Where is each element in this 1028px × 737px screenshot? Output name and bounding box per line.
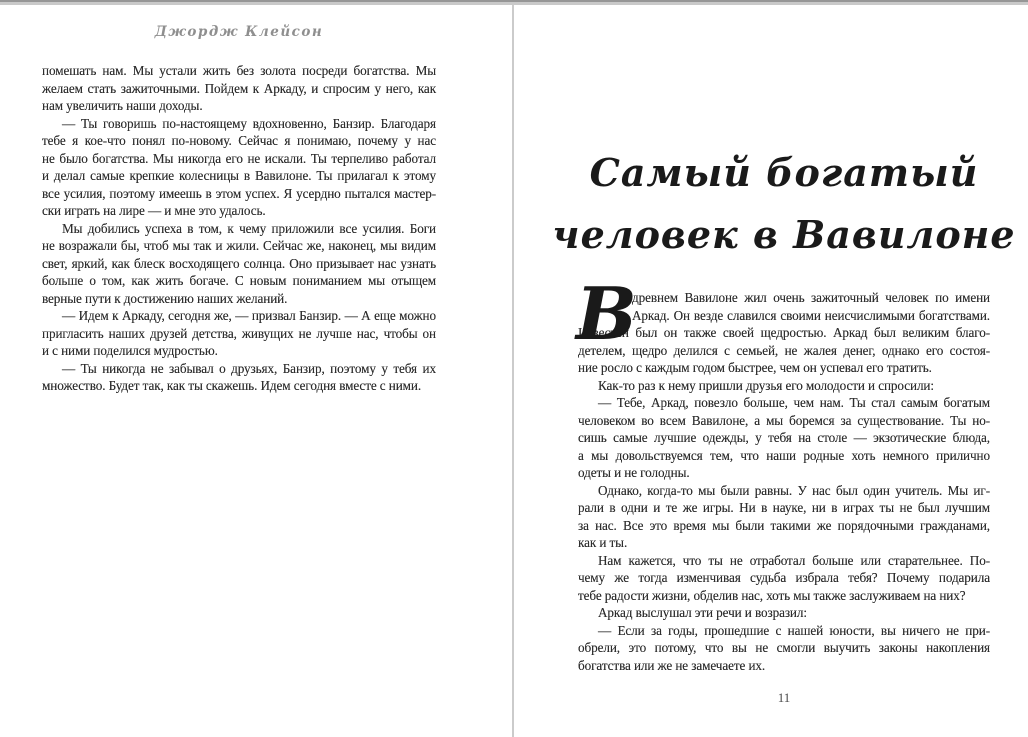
text-line: ски играть на лире — и мне это удалось. [42, 203, 266, 218]
text-line: сишь самые лучшие одежды, у тебя на столе — экзотические блюда, [578, 430, 990, 445]
paragraph [578, 604, 990, 622]
paragraph [42, 360, 436, 395]
text-line: тебе радости жизни, обделив нас, хоть мы также заслуживаем на них? [578, 587, 966, 603]
text-line: помешать нам. Мы устали жить без золота посреди богатства. Мы [42, 63, 436, 78]
text-line: ние росло с каждым годом быстрее, чем он успевал его тратить. [578, 360, 932, 375]
paragraph [578, 377, 990, 395]
chapter-title-line-2: человек в Вавилоне [552, 212, 1016, 257]
paragraph [42, 115, 436, 220]
text-line: а мы довольствуемся тем, что наши родные хоть немного прилично [578, 447, 990, 463]
text-line: множество. Будет так, как ты скажешь. Идем сегодня вместе с ними. [42, 378, 422, 393]
text-line: Нам кажется, что ты не отработал больше или старательнее. По- [598, 552, 990, 568]
right-page-text-column [576, 271, 990, 674]
left-page-text-column [42, 62, 436, 395]
text-line: обрели, это потому, что вы не смогли выучить законы накопления [578, 640, 990, 655]
paragraph [578, 394, 990, 482]
text-line: и делал самые крепкие колесницы в Вавилоне. Ты прилагал к этому [42, 168, 436, 183]
text-line: детелем, щедро делился с семьей, не жалея денег, однако его состоя- [578, 342, 990, 358]
text-line: богатства или же не замечаете их. [578, 657, 766, 673]
text-line: Известен был он также своей щедростью. Аркад был великим благо- [578, 325, 990, 340]
text-line: не было богатства. Мы никогда его не искали. Ты терпеливо работал [42, 150, 436, 166]
text-line: верные пути к достижению наших желаний. [42, 290, 288, 306]
text-line: древнем Вавилоне жил очень зажиточный человек по имени [632, 290, 990, 305]
chapter-title-line-1: Самый богатый [589, 150, 979, 195]
text-line: тебе я кое-что понял по-новому. Сейчас я понимаю, почему у нас [42, 133, 436, 148]
text-line: за нас. Все это время мы были такими же порядочными гражданами, [578, 517, 990, 533]
text-line: Как-то раз к нему пришли друзья его молодости и спросили: [598, 377, 934, 393]
text-line: и с ними поделился мудростью. [42, 343, 218, 358]
text-line: Однако, когда-то мы были равны. У нас был один учитель. Мы иг- [598, 482, 990, 498]
text-line: — Ты говоришь по-настоящему вдохновенно, Банзир. Благодаря [62, 115, 436, 131]
paragraph [578, 552, 990, 605]
text-line: нам увеличить наши доходы. [42, 98, 203, 113]
paragraph [42, 307, 436, 360]
text-line: все усилия, поэтому имеешь в этом успех. Я усердно пытался мастер- [42, 185, 436, 201]
text-line: Аркад. Он везде славился своими неисчислимыми богатствами. [632, 307, 990, 323]
chapter-title [548, 142, 1020, 266]
text-line: — Ты никогда не забывал о друзьях, Банзир, поэтому у тебя их [62, 360, 436, 376]
drop-cap-letter: В [576, 271, 637, 356]
text-line: как и ты. [578, 535, 628, 550]
paragraph [42, 62, 436, 115]
text-line: — Идем к Аркаду, сегодня же, — призвал Банзир. — А еще можно [62, 308, 436, 323]
text-line: Аркад выслушал эти речи и возразил: [598, 605, 807, 620]
text-line: не возражали бы, чтоб мы так и жили. Сейчас же, наконец, мы видим [42, 238, 436, 253]
text-line: — Тебе, Аркад, повезло больше, чем нам. Ты стал самым богатым [598, 395, 990, 410]
text-line: рали в одни и те же игры. Ни в науке, ни в играх ты не был лучшим [578, 500, 990, 515]
page-gutter-divider [512, 5, 514, 737]
running-header-author: Джордж Клейсон [154, 24, 324, 40]
text-line: Мы добились успеха в том, к чему приложили все усилия. Боги [62, 220, 436, 236]
screen-top-edge [0, 0, 1028, 5]
paragraph [42, 220, 436, 308]
text-line: больше о том, как жить богаче. С новым пониманием мы отыщем [42, 273, 436, 288]
text-line: чему же тогда изменчивая судьба избрала тебя? Почему подарила [578, 570, 990, 585]
text-line: пригласить наших друзей детства, живущих не лучше нас, чтобы он [42, 325, 436, 341]
paragraph [576, 271, 990, 377]
text-line: одеты и не голодны. [578, 465, 690, 480]
paragraph [578, 622, 990, 675]
text-line: человеком во всем Вавилоне, а мы боремся за существование. Ты но- [578, 412, 990, 428]
text-line: желаем стать зажиточными. Пойдем к Аркаду, и спросим у него, как [42, 80, 436, 96]
text-line: — Если за годы, прошедшие с нашей юности, вы ничего не при- [598, 622, 990, 638]
page-number: 11 [777, 690, 791, 705]
text-line: свет, яркий, как блеск восходящего солнца. Оно призывает нас узнать [42, 255, 436, 271]
paragraph [578, 482, 990, 552]
